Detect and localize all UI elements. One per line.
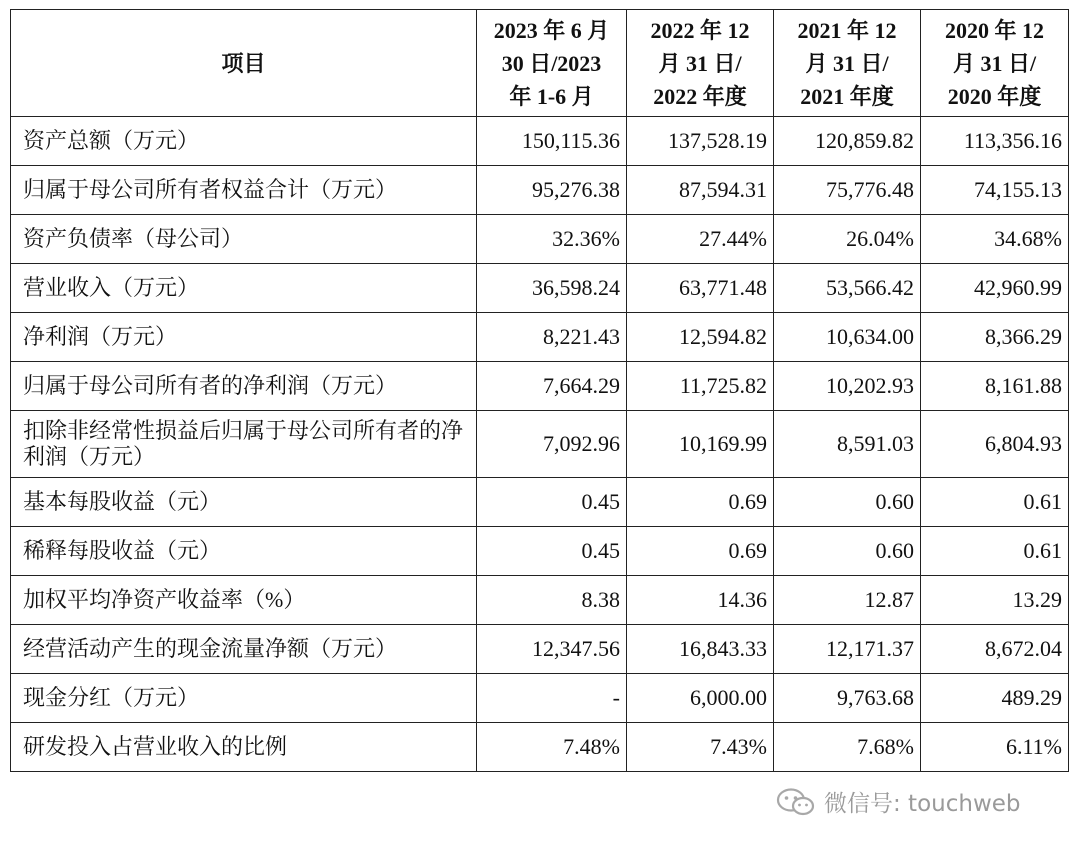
row-value: 8,591.03 xyxy=(774,411,921,478)
table-row xyxy=(11,166,1069,215)
row-value: 8,366.29 xyxy=(921,313,1069,362)
row-value: 7.43% xyxy=(627,723,774,772)
row-value: 87,594.31 xyxy=(627,166,774,215)
row-value: 53,566.42 xyxy=(774,264,921,313)
header-line: 月 31 日/ xyxy=(805,50,889,76)
header-line: 2022 年 12 xyxy=(650,17,750,43)
row-value: 0.61 xyxy=(921,527,1069,576)
header-line: 30 日/2023 xyxy=(501,50,602,76)
header-line: 2023 年 6 月 xyxy=(493,17,610,43)
row-value: 0.60 xyxy=(774,527,921,576)
row-label: 稀释每股收益（元） xyxy=(11,527,477,576)
row-value: 12,171.37 xyxy=(774,625,921,674)
row-value: 113,356.16 xyxy=(921,117,1069,166)
row-label: 资产总额（万元） xyxy=(11,117,477,166)
row-value: 6,804.93 xyxy=(921,411,1069,478)
row-label: 营业收入（万元） xyxy=(11,264,477,313)
row-value: 11,725.82 xyxy=(627,362,774,411)
row-value: 0.69 xyxy=(627,478,774,527)
row-value: 27.44% xyxy=(627,215,774,264)
header-line: 2020 年度 xyxy=(947,83,1042,109)
row-label: 归属于母公司所有者的净利润（万元） xyxy=(11,362,477,411)
row-value: 8,221.43 xyxy=(477,313,627,362)
row-value: 0.69 xyxy=(627,527,774,576)
header-line: 2021 年度 xyxy=(800,83,894,109)
row-value: 36,598.24 xyxy=(477,264,627,313)
row-value: 95,276.38 xyxy=(477,166,627,215)
table-header-row xyxy=(11,10,1069,117)
row-value: 10,634.00 xyxy=(774,313,921,362)
header-period-3 xyxy=(774,10,921,117)
table-row xyxy=(11,264,1069,313)
header-line: 2020 年 12 xyxy=(944,17,1044,43)
table-row xyxy=(11,527,1069,576)
header-line: 项目 xyxy=(221,50,266,76)
table-row xyxy=(11,625,1069,674)
row-value: 0.60 xyxy=(774,478,921,527)
row-label: 扣除非经常性损益后归属于母公司所有者的净利润（万元） xyxy=(11,411,477,478)
table-row xyxy=(11,723,1069,772)
table-row xyxy=(11,674,1069,723)
row-value: 6.11% xyxy=(921,723,1069,772)
row-value: 9,763.68 xyxy=(774,674,921,723)
table-row xyxy=(11,576,1069,625)
row-value: 6,000.00 xyxy=(627,674,774,723)
row-value: 8,672.04 xyxy=(921,625,1069,674)
row-value: 75,776.48 xyxy=(774,166,921,215)
table-row xyxy=(11,478,1069,527)
row-value: 63,771.48 xyxy=(627,264,774,313)
row-value: 14.36 xyxy=(627,576,774,625)
row-value: 42,960.99 xyxy=(921,264,1069,313)
header-line: 2021 年 12 xyxy=(797,17,897,43)
row-label: 资产负债率（母公司） xyxy=(11,215,477,264)
row-value: 0.61 xyxy=(921,478,1069,527)
table-row xyxy=(11,362,1069,411)
row-value: 12,347.56 xyxy=(477,625,627,674)
row-label: 现金分红（万元） xyxy=(11,674,477,723)
financial-table xyxy=(10,9,1069,772)
row-value: 137,528.19 xyxy=(627,117,774,166)
header-line: 月 31 日/ xyxy=(952,50,1037,76)
wechat-icon xyxy=(776,787,816,817)
row-label: 研发投入占营业收入的比例 xyxy=(11,723,477,772)
row-value: 12.87 xyxy=(774,576,921,625)
header-period-4 xyxy=(921,10,1069,117)
table-row xyxy=(11,215,1069,264)
row-value: 74,155.13 xyxy=(921,166,1069,215)
row-value: - xyxy=(477,674,627,723)
row-value: 0.45 xyxy=(477,527,627,576)
row-label: 基本每股收益（元） xyxy=(11,478,477,527)
row-value: 10,169.99 xyxy=(627,411,774,478)
row-value: 7.68% xyxy=(774,723,921,772)
row-value: 0.45 xyxy=(477,478,627,527)
row-value: 8,161.88 xyxy=(921,362,1069,411)
table-body xyxy=(11,117,1069,772)
row-value: 7.48% xyxy=(477,723,627,772)
row-label: 归属于母公司所有者权益合计（万元） xyxy=(11,166,477,215)
row-label: 经营活动产生的现金流量净额（万元） xyxy=(11,625,477,674)
row-value: 32.36% xyxy=(477,215,627,264)
row-label: 净利润（万元） xyxy=(11,313,477,362)
row-label: 加权平均净资产收益率（%） xyxy=(11,576,477,625)
row-value: 16,843.33 xyxy=(627,625,774,674)
watermark xyxy=(776,785,1021,818)
row-value: 13.29 xyxy=(921,576,1069,625)
row-value: 120,859.82 xyxy=(774,117,921,166)
header-line: 年 1-6 月 xyxy=(509,83,594,109)
row-value: 8.38 xyxy=(477,576,627,625)
header-line: 月 31 日/ xyxy=(658,50,742,76)
table-row xyxy=(11,117,1069,166)
header-item xyxy=(11,10,477,117)
table-row xyxy=(11,313,1069,362)
row-value: 34.68% xyxy=(921,215,1069,264)
watermark-text: 微信号: touchweb xyxy=(824,791,1021,817)
header-period-1 xyxy=(477,10,627,117)
header-period-2 xyxy=(627,10,774,117)
row-value: 10,202.93 xyxy=(774,362,921,411)
row-value: 7,664.29 xyxy=(477,362,627,411)
row-value: 489.29 xyxy=(921,674,1069,723)
row-value: 150,115.36 xyxy=(477,117,627,166)
header-line: 2022 年度 xyxy=(653,83,747,109)
row-value: 26.04% xyxy=(774,215,921,264)
table-row xyxy=(11,411,1069,478)
row-value: 12,594.82 xyxy=(627,313,774,362)
row-value: 7,092.96 xyxy=(477,411,627,478)
